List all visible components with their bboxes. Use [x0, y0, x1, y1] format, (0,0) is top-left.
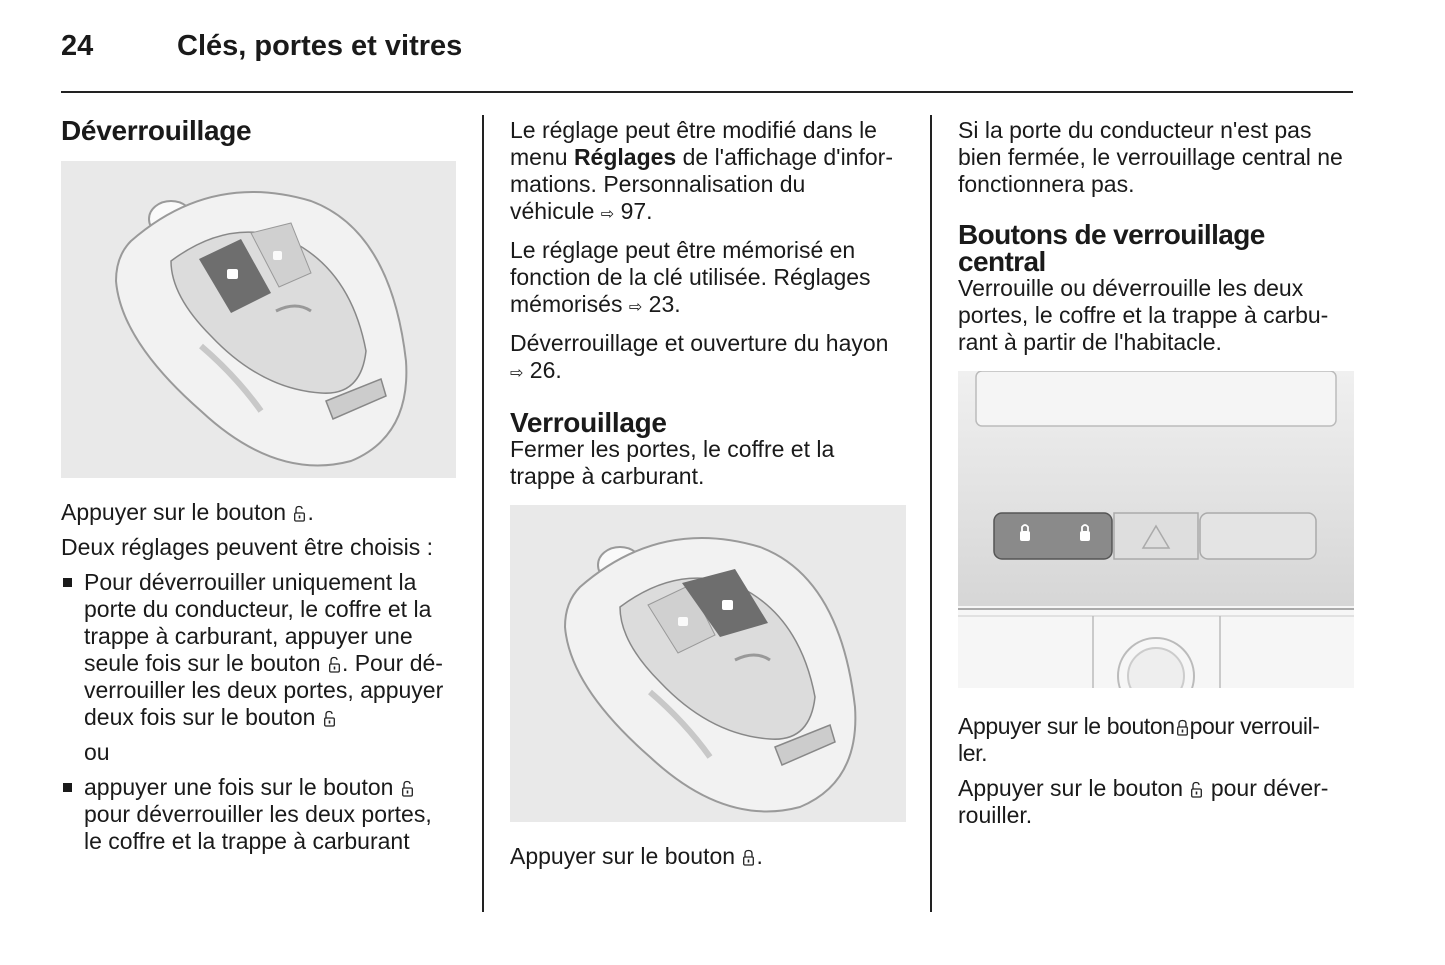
menu-name-reglages: Réglages	[573, 144, 677, 170]
chapter-title: Clés, portes et vitres	[177, 30, 463, 62]
text-line: trappe à carburant.	[510, 463, 705, 489]
p-press-lock-text: Appuyer sur le bouton	[510, 843, 736, 869]
text-span: menu	[510, 144, 568, 170]
text-line: rant à partir de l'habitacle.	[958, 329, 1222, 355]
key-fob-illustration	[61, 161, 456, 478]
list-text: deux fois sur le bouton	[84, 704, 316, 730]
text-line: portes, le coffre et la trappe à carbu-	[958, 302, 1329, 328]
p-tailgate	[510, 330, 910, 387]
p-press-button-end: .	[307, 499, 314, 525]
page-number: 24	[61, 30, 94, 62]
list-item	[61, 569, 461, 731]
unlock-icon	[329, 656, 340, 673]
p-close-doors	[510, 436, 910, 490]
figure-key-fob-lock	[510, 505, 906, 822]
or-text: ou	[84, 739, 110, 765]
list-line: le coffre et la trappe à carburant	[84, 828, 410, 854]
unlock-icon	[294, 505, 305, 522]
column-divider-1	[482, 115, 484, 912]
figure-central-lock-buttons	[958, 371, 1354, 688]
list-line: porte du conducteur, le coffre et la	[84, 596, 432, 622]
p-menu-settings	[510, 117, 910, 228]
p-driver-door	[958, 117, 1358, 198]
list-line	[84, 774, 461, 801]
settings-list	[61, 569, 461, 855]
p-press-to-lock	[958, 713, 1358, 767]
text-line: ler.	[958, 740, 988, 766]
p-central-lock-desc	[958, 275, 1358, 356]
list-text: appuyer une fois sur le bouton	[84, 774, 394, 800]
column-1	[61, 117, 461, 855]
p-press-button-text: Appuyer sur le bouton	[61, 499, 287, 525]
text-span: de l'affichage d'infor-	[682, 144, 893, 170]
text-line: Le réglage peut être modifié dans le	[510, 117, 877, 143]
page-ref-link[interactable]: 97.	[620, 198, 653, 224]
text-span: Appuyer sur le bouton	[958, 713, 1175, 739]
column-2	[510, 117, 910, 870]
page-ref-arrow-icon: ⇨	[600, 206, 615, 223]
bullet-square	[63, 578, 72, 587]
list-item	[61, 774, 461, 855]
bullet-square	[63, 783, 72, 792]
text-line: bien fermée, le verrouillage central ne	[958, 144, 1343, 170]
list-connector	[61, 739, 461, 766]
text-span: pour verrouil-	[1189, 713, 1320, 739]
header-rule	[61, 91, 1353, 93]
column-3	[958, 117, 1358, 829]
page-ref-link[interactable]: 23.	[648, 291, 681, 317]
text-line: Verrouille ou déverrouille les deux	[958, 275, 1304, 301]
text-line: fonction de la clé utilisée. Réglages	[510, 264, 871, 290]
list-text: seule fois sur le bouton	[84, 650, 321, 676]
text-span: véhicule	[510, 198, 595, 224]
column-divider-2	[930, 115, 932, 912]
page-ref-link[interactable]: 26.	[529, 357, 562, 383]
section-heading-lock: Verrouillage	[510, 407, 667, 438]
text-span: Appuyer sur le bouton	[958, 775, 1184, 801]
list-text: . Pour dé-	[341, 650, 443, 676]
key-fob-illustration	[510, 505, 906, 822]
text-line: fonctionnera pas.	[958, 171, 1135, 197]
text-line: rouiller.	[958, 802, 1033, 828]
text-line: Déverrouillage et ouverture du hayon	[510, 330, 889, 356]
section-heading-unlock: Déverrouillage	[61, 115, 252, 146]
unlock-icon	[324, 710, 335, 727]
list-line: verrouiller les deux portes, appuyer	[84, 677, 444, 703]
list-line	[84, 650, 461, 677]
page-ref-arrow-icon: ⇨	[628, 299, 643, 316]
p-memorized	[510, 237, 910, 321]
section-heading-central-lock: Boutons de verrouillage central	[958, 219, 1265, 277]
text-line: Fermer les portes, le coffre et la	[510, 436, 835, 462]
page-ref-arrow-icon: ⇨	[510, 365, 524, 382]
text-line: mations. Personnalisation du	[510, 171, 806, 197]
figure-key-fob-unlock	[61, 161, 456, 478]
text-span: mémorisés	[510, 291, 623, 317]
lock-icon	[743, 849, 754, 866]
list-line: pour déverrouiller les deux portes,	[84, 801, 432, 827]
text-line: Si la porte du conducteur n'est pas	[958, 117, 1312, 143]
unlock-icon	[402, 780, 413, 797]
dashboard-illustration	[958, 371, 1354, 688]
lock-icon	[1177, 719, 1188, 736]
list-line: trappe à carburant, appuyer une	[84, 623, 413, 649]
text-line: Le réglage peut être mémorisé en	[510, 237, 856, 263]
list-line: Pour déverrouiller uniquement la	[84, 569, 417, 595]
p-two-settings: Deux réglages peuvent être choisis :	[61, 534, 434, 560]
p-press-to-unlock	[958, 775, 1358, 829]
list-line	[84, 704, 461, 731]
p-press-lock-end: .	[756, 843, 763, 869]
text-span: pour déver-	[1210, 775, 1329, 801]
unlock-icon	[1191, 781, 1202, 798]
